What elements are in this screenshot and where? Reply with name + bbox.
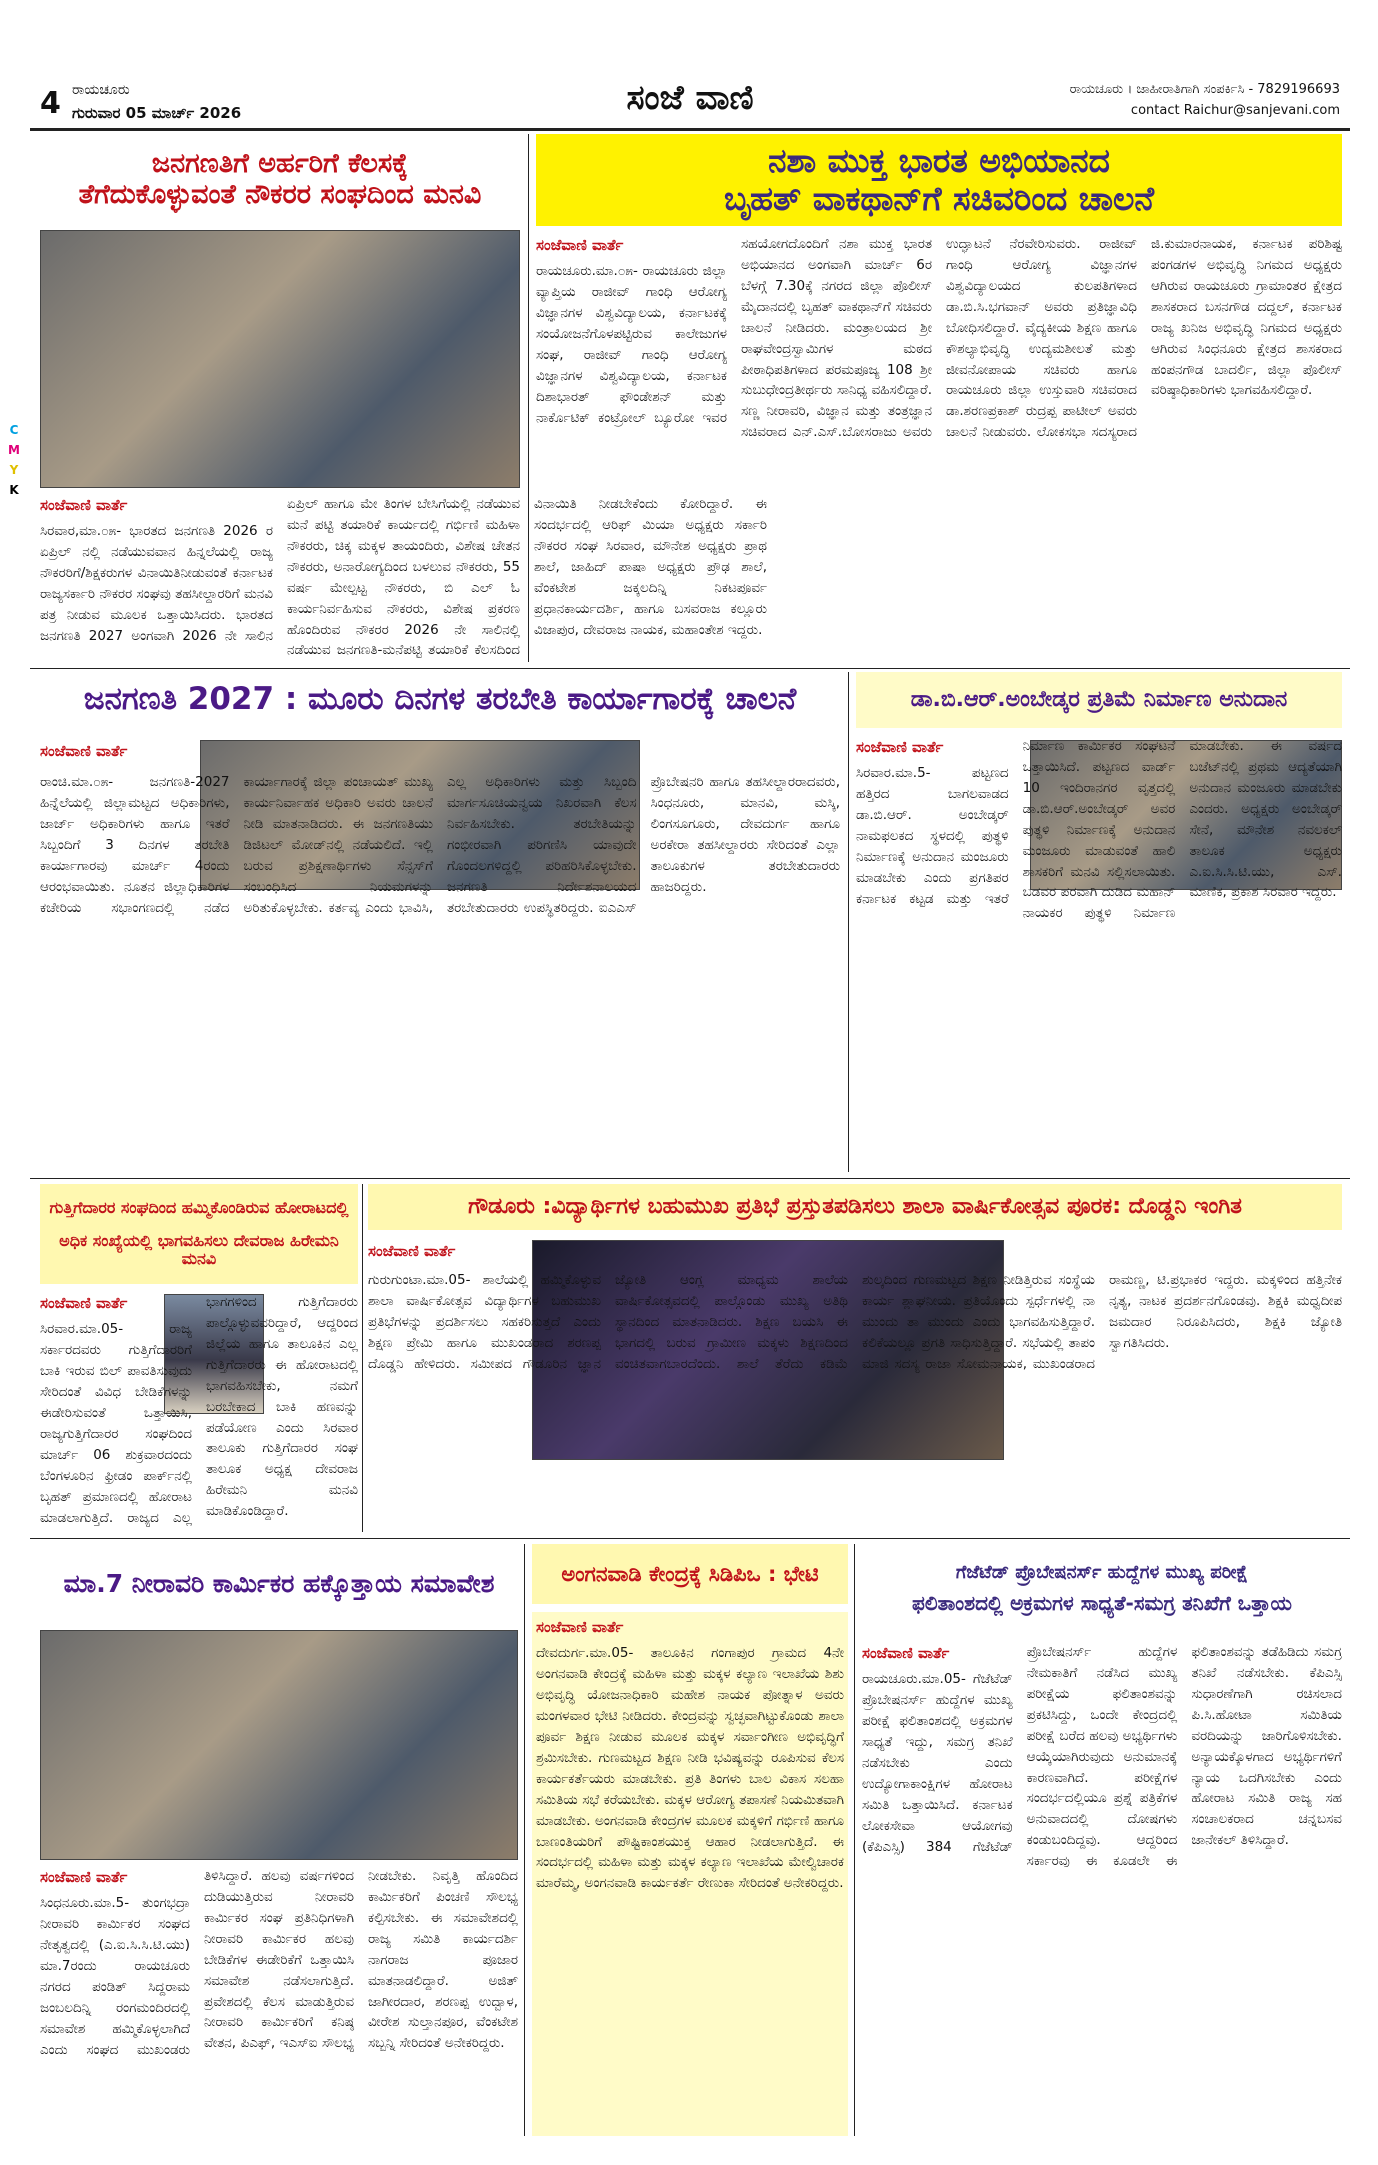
- divider: [524, 1544, 525, 2136]
- census-training-tag: ಸಂಜೆವಾಣಿ ವಾರ್ತೆ: [40, 742, 128, 760]
- census-employees-tag: ಸಂಜೆವಾಣಿ ವಾರ್ತೆ: [40, 496, 128, 514]
- ambedkar-body: ಸಿರವಾರ.ಮಾ.5- ಪಟ್ಟಣದ ಹತ್ತಿರದ ಬಾಗಲವಾಡದ ಡಾ.ಬಿ.ಆರ್. ಅಂಬೇಡ್ಕರ್ ನಾಮಫಲಕದ ಸ್ಥಳದಲ್ಲಿ ಪುತ್ಥಳಿ ನಿರ್ಮಾಣಕ್ಕೆ ಅನುದಾನ ಮಂಜೂರು ಮಾಡಬೇಕು ಎಂದು ಪ್ರಗತಿಪರ ಕರ್ನಾಟಕ ಕಟ್ಟಡ ಮತ್ತು ಇತರೆ ನಿರ್ಮಾಣ ಕಾರ್ಮಿಕರ ಸಂಘಟನೆ ಒತ್ತಾಯಿಸಿದೆ. ಪಟ್ಟಣದ ವಾರ್ಡ್ 10 ಇಂದಿರಾನಗರ ವೃತ್ತದಲ್ಲಿ ಡಾ.ಬಿ.ಆರ್.ಅಂಬೇಡ್ಕರ್ ಅವರ ಪುತ್ಥಳಿ ನಿರ್ಮಾಣಕ್ಕೆ ಅನುದಾನ ಮಂಜೂರು ಮಾಡುವಂತೆ ಹಾಲಿ ಶಾಸಕರಿಗೆ ಮನವಿ ಸಲ್ಲಿಸಲಾಯಿತು. ಬಡವರ ಪರವಾಗಿ ದುಡಿದ ಮಹಾನ್ ನಾಯಕರ ಪುತ್ಥಳಿ ನಿರ್ಮಾಣ ಮಾಡಬೇಕು. ಈ ವರ್ಷದ ಬಜೆಟ್‌ನಲ್ಲಿ ಪ್ರಥಮ ಆದ್ಯತೆಯಾಗಿ ಅನುದಾನ ಮಂಜೂರು ಮಾಡಬೇಕು ಎಂದರು. ಅಧ್ಯಕ್ಷರು ಅಂಬೇಡ್ಕರ್ ಸೇನೆ, ಮೌನೇಶ ನವಲಕಲ್ ತಾಲೂಕ ಅಧ್ಯಕ್ಷರು ಎ.ಐ.ಸಿ.ಸಿ.ಟಿ.ಯು, ಎಸ್. ಮಾಣಿಕ, ಪ್ರಕಾಶ ಸಿರವಾರ ಇದ್ದರು.: [856, 738, 1342, 922]
- ambedkar-tag: ಸಂಜೆವಾಣಿ ವಾರ್ತೆ: [856, 738, 944, 756]
- school-day-tag: ಸಂಜೆವಾಣಿ ವಾರ್ತೆ: [368, 1242, 456, 1260]
- census-employees-photo: [40, 230, 520, 488]
- probationers-article: [862, 1642, 1342, 2136]
- irrigation-article: [40, 1866, 518, 2136]
- divider: [848, 672, 849, 1172]
- drug-free-article: [536, 234, 1342, 662]
- divider: [528, 134, 529, 662]
- ambedkar-article: [856, 736, 1342, 1172]
- probationers-headline-line2: ಫಲಿತಾಂಶದಲ್ಲಿ ಅಕ್ರಮಗಳ ಸಾಧ್ಯತೆ-ಸಮಗ್ರ ತನಿಖೆಗೆ ಒತ್ತಾಯ: [912, 1590, 1292, 1615]
- census-employees-headline-line1: ಜನಗಣತಿಗೆ ಅರ್ಹರಿಗೆ ಕೆಲಸಕ್ಕೆ: [151, 147, 409, 179]
- page-number: 4: [40, 86, 61, 121]
- census-employees-body: ಸಿರವಾರ,ಮಾ.೦೫- ಭಾರತದ ಜನಗಣತಿ 2026 ರ ಏಪ್ರಿಲ್ ನಲ್ಲಿ ನಡೆಯುವವಾನ ಹಿನ್ನಲೆಯಲ್ಲಿ ರಾಜ್ಯ ನೌಕರರಿಗೆ/ಶಿಕ್ಷಕರುಗಳ ವಿನಾಯಿತಿನೀಡುವಂತೆ ಕರ್ನಾಟಕ ರಾಜ್ಯಸರ್ಕಾರಿ ನೌಕರರ ಸಂಘವು ತಹಸೀಲ್ದಾರರಿಗೆ ಮನವಿ ಪತ್ರ ನೀಡುವ ಮೂಲಕ ಒತ್ತಾಯಿಸಿದರು. ಭಾರತದ ಜನಗಣತಿ 2027 ಅಂಗವಾಗಿ 2026 ನೇ ಸಾಲಿನ ಏಪ್ರಿಲ್ ಹಾಗೂ ಮೇ ತಿಂಗಳ ಬೇಸಿಗೆಯಲ್ಲಿ ನಡೆಯುವ ಮನೆ ಪಟ್ಟಿ ತಯಾರಿಕೆ ಕಾರ್ಯದಲ್ಲಿ ಗರ್ಭಿಣಿ ಮಹಿಳಾ ನೌಕರರು, ಚಿಕ್ಕ ಮಕ್ಕಳ ತಾಯಂದಿರು, ವಿಶೇಷ ಚೇತನ ನೌಕರರು, ಅನಾರೋಗ್ಯದಿಂದ ಬಳಲುವ ನೌಕರರು, 55 ವರ್ಷ ಮೇಲ್ಪಟ್ಟ ನೌಕರರು, ಬಿ ಎಲ್ ಓ ಕಾರ್ಯನಿರ್ವಹಿಸುವ ನೌಕರರು, ವಿಶೇಷ ಪ್ರಕರಣ ಹೊಂದಿರುವ ನೌಕರರ 2026 ನೇ ಸಾಲಿನಲ್ಲಿ ನಡೆಯುವ ಜನಗಣತಿ-ಮನೆಪಟ್ಟಿ ತಯಾರಿಕೆ ಕೆಲಸದಿಂದ ವಿನಾಯಿತಿ ನೀಡಬೇಕೆಂದು ಕೋರಿದ್ದಾರೆ. ಈ ಸಂದರ್ಭದಲ್ಲಿ ಆರಿಫ್ ಮಿಯಾ ಅಧ್ಯಕ್ಷರು ಸರ್ಕಾರಿ ನೌಕರರ ಸಂಘ ಸಿರವಾರ, ಮೌನೇಶ ಅಧ್ಯಕ್ಷರು ಪ್ರಾಥ ಶಾಲೆ, ಜಾಹಿದ್ ಪಾಷಾ ಅಧ್ಯಕ್ಷರು ಪ್ರೌಢ ಶಾಲೆ, ವೆಂಕಟೇಶ ಜಕ್ಕಲದಿನ್ನಿ ನಿಕಟಪೂರ್ವ ಪ್ರಧಾನಕಾರ್ಯದರ್ಶಿ, ಹಾಗೂ ಬಸವರಾಜ ಕಲ್ಲೂರು ವಿಜಾಪುರ, ದೇವರಾಜ ನಾಯಕ, ಮಹಾಂತೇಶ ಇದ್ದರು.: [40, 496, 767, 659]
- contractors-headline: [40, 1184, 358, 1284]
- school-day-article: [368, 1270, 1342, 1532]
- school-day-body: ಗುರುಗುಂಟಾ.ಮಾ.05- ಶಾಲೆಯಲ್ಲಿ ಹಮ್ಮಿಕೊಳ್ಳುವ ಶಾಲಾ ವಾರ್ಷಿಕೋತ್ಸವ ವಿದ್ಯಾರ್ಥಿಗಳ ಬಹುಮುಖ ಪ್ರತಿಭೆಗಳನ್ನು ಪ್ರದರ್ಶಿಸಲು ಸಹಕರಿಸುತ್ತದೆ ಎಂದು ಶಿಕ್ಷಣ ಪ್ರೇಮಿ ಹಾಗೂ ಮುಖಂಡರಾದ ಶರಣಪ್ಪ ದೊಡ್ಡನಿ ಹೇಳಿದರು. ಸಮೀಪದ ಗೌಡೂರಿನ ಜ್ಞಾನ ಜ್ಯೋತಿ ಆಂಗ್ಲ ಮಾಧ್ಯಮ ಶಾಲೆಯ ವಾರ್ಷಿಕೋತ್ಸವದಲ್ಲಿ ಪಾಲ್ಗೊಂಡು ಮುಖ್ಯ ಅತಿಥಿ ಸ್ಥಾನದಿಂದ ಮಾತನಾಡಿದರು. ಶಿಕ್ಷಣ ಬಯಸಿ ಈ ಭಾಗದಲ್ಲಿ ಬರುವ ಗ್ರಾಮೀಣ ಮಕ್ಕಳು ಶಿಕ್ಷಣದಿಂದ ವಂಚಿತವಾಗಬಾರದೆಂದು. ಶಾಲೆ ತೆರೆದು ಕಡಿಮೆ ಶುಲ್ಕದಿಂದ ಗುಣಮಟ್ಟದ ಶಿಕ್ಷಣ ನೀಡಿತ್ತಿರುವ ಸಂಸ್ಥೆಯ ಕಾರ್ಯ ಶ್ಲಾಘನೀಯ. ಪ್ರತಿಯೊಂದು ಸ್ಪರ್ಧೆಗಳಲ್ಲಿ ನಾ ಮುಂದು ತಾ ಮುಂದು ಎಂದು ಭಾಗವಹಿಸುತ್ತಿದ್ದಾರೆ. ಕಲಿಕೆಯಲ್ಲೂ ಪ್ರಗತಿ ಸಾಧಿಸುತ್ತಿದ್ದಾರೆ. ಸಭೆಯಲ್ಲಿ ತಾಪಂ ಮಾಜಿ ಸದಸ್ಯ ರಾಜಾ ಸೋಮನಾಯಕ, ಮುಖಂಡರಾದ ರಾಮಣ್ಣ, ಟಿ.ಪ್ರಭಾಕರ ಇದ್ದರು. ಮಕ್ಕಳಿಂದ ಹತ್ತಿನೇಕ ನೃತ್ಯ, ನಾಟಕ ಪ್ರದರ್ಶನಗೊಂಡವು. ಶಿಕ್ಷಕಿ ಮಧ್ವದೀಪ ಜಮದಾರ ನಿರೂಪಿಸಿದರು, ಶಿಕ್ಷಕಿ ಜ್ಯೋತಿ ಸ್ವಾಗತಿಸಿದರು.: [368, 1272, 1342, 1372]
- email-contact: contact Raichur@sanjevani.com: [1130, 103, 1340, 118]
- divider: [30, 668, 1350, 669]
- cmyk-marks: [6, 420, 22, 500]
- drug-free-headline-line2: ಬೃಹತ್ ವಾಕಥಾನ್‌ಗೆ ಸಚಿವರಿಂದ ಚಾಲನೆ: [723, 179, 1155, 218]
- census-training-article: [40, 772, 840, 1172]
- contractors-headline-line1: ಗುತ್ತಿಗೆದಾರರ ಸಂಘದಿಂದ ಹಮ್ಮಿಕೊಂಡಿರುವ ಹೋರಾಟದಲ್ಲಿ: [49, 1198, 349, 1218]
- probationers-headline: [862, 1544, 1342, 1634]
- drug-free-headline-line1: ನಶಾ ಮುಕ್ತ ಭಾರತ ಅಭಿಯಾನದ: [768, 141, 1110, 181]
- irrigation-tag: ಸಂಜೆವಾಣಿ ವಾರ್ತೆ: [40, 1868, 128, 1886]
- contractors-article: [40, 1292, 358, 1532]
- page-header-left: [40, 80, 340, 130]
- irrigation-headline: ಮಾ.7 ನೀರಾವರಿ ಕಾರ್ಮಿಕರ ಹಕ್ಕೊತ್ತಾಯ ಸಮಾವೇಶ: [63, 1568, 495, 1598]
- irrigation-photo: [40, 1630, 518, 1860]
- drug-free-headline: [536, 134, 1342, 226]
- school-day-headline: ಗೌಡೂರು :ವಿದ್ಯಾರ್ಥಿಗಳ ಬಹುಮುಖ ಪ್ರತಿಭೆ ಪ್ರಸ್ತುತಪಡಿಸಲು ಶಾಲಾ ವಾರ್ಷಿಕೋತ್ಸವ ಪೂರಕ: ದೊಡ್ಡನಿ ಇಂಗಿತ: [368, 1184, 1342, 1230]
- anganwadi-body: ದೇವದುರ್ಗ.ಮಾ.05- ತಾಲೂಕಿನ ಗಂಗಾಪುರ ಗ್ರಾಮದ 4ನೇ ಅಂಗನವಾಡಿ ಕೇಂದ್ರಕ್ಕೆ ಮಹಿಳಾ ಮತ್ತು ಮಕ್ಕಳ ಕಲ್ಯಾಣ ಇಲಾಖೆಯ ಶಿಶು ಅಭಿವೃದ್ಧಿ ಯೋಜನಾಧಿಕಾರಿ ಮಹೇಶ ನಾಯಕ ಪೋತ್ನಾಳ ಅವರು ಮಂಗಳವಾರ ಭೇಟಿ ನೀಡಿದರು. ಕೇಂದ್ರವನ್ನು ಸ್ವಚ್ಛವಾಗಿಟ್ಟುಕೊಂಡು ಶಾಲಾ ಪೂರ್ವ ಶಿಕ್ಷಣ ನೀಡುವ ಮೂಲಕ ಮಕ್ಕಳ ಸರ್ವಾಂಗೀಣ ಅಭಿವೃದ್ಧಿಗೆ ಶ್ರಮಿಸಬೇಕು. ಗುಣಮಟ್ಟದ ಶಿಕ್ಷಣ ನೀಡಿ ಭವಿಷ್ಯವನ್ನು ರೂಪಿಸುವ ಕೆಲಸ ಕಾರ್ಯಕರ್ತೆಯರು ಮಾಡಬೇಕು. ಪ್ರತಿ ತಿಂಗಳು ಬಾಲ ವಿಕಾಸ ಸಲಹಾ ಸಮಿತಿಯ ಸಭೆ ಕರೆಯಬೇಕು. ಮಕ್ಕಳ ಆರೋಗ್ಯ ತಪಾಸಣೆ ನಿಯಮಿತವಾಗಿ ಮಾಡಬೇಕು. ಅಂಗನವಾಡಿ ಕೇಂದ್ರಗಳ ಮೂಲಕ ಮಕ್ಕಳಿಗೆ ಗರ್ಭಿಣಿ ಹಾಗೂ ಬಾಣಂತಿಯರಿಗೆ ಪೌಷ್ಟಿಕಾಂಶಯುಕ್ತ ಆಹಾರ ನೀಡಲಾಗುತ್ತಿದೆ. ಈ ಸಂದರ್ಭದಲ್ಲಿ ಮಹಿಳಾ ಮತ್ತು ಮಕ್ಕಳ ಕಲ್ಯಾಣ ಇಲಾಖೆಯ ಮೇಲ್ವಿಚಾರಕ ಮಾರೆಮ್ಮ, ಅಂಗನವಾಡಿ ಕಾರ್ಯಕರ್ತೆ ರೇಣುಕಾ ಸೇರಿದಂತೆ ಅನೇಕರಿದ್ದರು.: [536, 1645, 844, 1892]
- drug-free-tag: ಸಂಜೆವಾಣಿ ವಾರ್ತೆ: [536, 236, 624, 254]
- cmyk-c: C: [9, 423, 19, 437]
- contractors-headline-line2: ಅಧಿಕ ಸಂಖ್ಯೆಯಲ್ಲಿ ಭಾಗವಹಿಸಲು ದೇವರಾಜ ಹಿರೇಮನಿ ಮನವಿ: [59, 1230, 339, 1269]
- cmyk-y: Y: [9, 463, 19, 477]
- contractors-body: ಸಿರವಾರ.ಮಾ.05- ರಾಜ್ಯ ಸರ್ಕಾರದವರು ಗುತ್ತಿಗೆದಾರರಿಗೆ ಬಾಕಿ ಇರುವ ಬಿಲ್ ಪಾವತಿಸುವುದು ಸೇರಿದಂತೆ ವಿವಿಧ ಬೇಡಿಕೆಗಳನ್ನು ಈಡೇರಿಸುವಂತೆ ಒತ್ತಾಯಿಸಿ, ರಾಜ್ಯಗುತ್ತಿಗೆದಾರರ ಸಂಘದಿಂದ ಮಾರ್ಚ್ 06 ಶುಕ್ರವಾರದಂದು ಬೆಂಗಳೂರಿನ ಫ್ರೀಡಂ ಪಾರ್ಕ್‌ನಲ್ಲಿ ಬೃಹತ್ ಪ್ರಮಾಣದಲ್ಲಿ ಹೋರಾಟ ಮಾಡಲಾಗುತ್ತಿದೆ. ರಾಜ್ಯದ ಎಲ್ಲ ಭಾಗಗಳಿಂದ ಗುತ್ತಿಗೆದಾರರು ಪಾಲ್ಗೊಳ್ಳುವವರಿದ್ದಾರೆ, ಆದ್ದರಿಂದ ಜಿಲ್ಲೆಯ ಹಾಗೂ ತಾಲೂಕಿನ ಎಲ್ಲ ಗುತ್ತಿಗೆದಾರರು ಈ ಹೋರಾಟದಲ್ಲಿ ಭಾಗವಹಿಸಬೇಕು, ನಮಗೆ ಬರಬೇಕಾದ ಬಾಕಿ ಹಣವನ್ನು ಪಡೆಯೋಣ ಎಂದು ಸಿರವಾರ ತಾಲೂಕು ಗುತ್ತಿಗೆದಾರರ ಸಂಘ ತಾಲೂಕ ಅಧ್ಯಕ್ಷ ದೇವರಾಜ ಹಿರೇಮನಿ ಮನವಿ ಮಾಡಿಕೊಂಡಿದ್ದಾರೆ.: [40, 1294, 358, 1526]
- cmyk-k: K: [9, 483, 19, 497]
- irrigation-body: ಸಿಂಧನೂರು.ಮಾ.5- ತುಂಗಭದ್ರಾ ನೀರಾವರಿ ಕಾರ್ಮಿಕರ ಸಂಘದ ನೇತೃತ್ವದಲ್ಲಿ (ಎ.ಐ.ಸಿ.ಸಿ.ಟಿ.ಯು) ಮಾ.7ರಂದು ರಾಯಚೂರು ನಗರದ ಪಂಡಿತ್ ಸಿದ್ದರಾಮ ಜಂಬಲದಿನ್ನಿ ರಂಗಮಂದಿರದಲ್ಲಿ ಸಮಾವೇಶ ಹಮ್ಮಿಕೊಳ್ಳಲಾಗಿದೆ ಎಂದು ಸಂಘದ ಮುಖಂಡರು ತಿಳಿಸಿದ್ದಾರೆ. ಹಲವು ವರ್ಷಗಳಿಂದ ದುಡಿಯುತ್ತಿರುವ ನೀರಾವರಿ ಕಾರ್ಮಿಕರ ಸಂಘ ಪ್ರತಿನಿಧಿಗಳಾಗಿ ನೀರಾವರಿ ಕಾರ್ಮಿಕರ ಹಲವು ಬೇಡಿಕೆಗಳ ಈಡೇರಿಕೆಗೆ ಒತ್ತಾಯಿಸಿ ಸಮಾವೇಶ ನಡೆಸಲಾಗುತ್ತಿದೆ. ಪ್ರವೇಶದಲ್ಲಿ ಕೆಲಸ ಮಾಡುತ್ತಿರುವ ನೀರಾವರಿ ಕಾರ್ಮಿಕರಿಗೆ ಕನಿಷ್ಠ ವೇತನ, ಪಿಎಫ್, ಇಎಸ್ಐ ಸೌಲಭ್ಯ ನೀಡಬೇಕು. ನಿವೃತ್ತಿ ಹೊಂದಿದ ಕಾರ್ಮಿಕರಿಗೆ ಪಿಂಚಣಿ ಸೌಲಭ್ಯ ಕಲ್ಪಿಸಬೇಕು. ಈ ಸಮಾವೇಶದಲ್ಲಿ ರಾಜ್ಯ ಸಮಿತಿ ಕಾರ್ಯದರ್ಶಿ ನಾಗರಾಜ ಪೂಜಾರ ಮಾತನಾಡಲಿದ್ದಾರೆ. ಅಜಿತ್ ಜಾಗೀರದಾರ, ಶರಣಪ್ಪ ಉದ್ಬಾಳ, ವೀರೇಶ ಸುಲ್ತಾನಪೂರ, ವೆಂಕಟೇಶ ಸಬ್ಬನ್ನಿ ಸೇರಿದಂತೆ ಅನೇಕರಿದ್ದರು.: [40, 1868, 518, 2058]
- ambedkar-headline: ಡಾ.ಬಿ.ಆರ್.ಅಂಬೇಡ್ಕರ ಪ್ರತಿಮೆ ನಿರ್ಮಾಣ ಅನುದಾನ: [856, 672, 1342, 728]
- anganwadi-tag: ಸಂಜೆವಾಣಿ ವಾರ್ತೆ: [536, 1618, 624, 1636]
- census-training-body: ರಾಂಚಿ.ಮಾ.೦೫- ಜನಗಣತಿ-2027 ಹಿನ್ನೆಲೆಯಲ್ಲಿ ಜಿಲ್ಲಾಮಟ್ಟದ ಅಧಿಕಾರಿಗಳು, ಜಾರ್ಜ್ ಅಧಿಕಾರಿಗಳು ಹಾಗೂ ಇತರೆ ಸಿಬ್ಬಂದಿಗೆ 3 ದಿನಗಳ ತರಬೇತಿ ಕಾರ್ಯಾಗಾರವು ಮಾರ್ಚ್ 4ರಂದು ಆರಂಭವಾಯಿತು. ನೂತನ ಜಿಲ್ಲಾಧಿಕಾರಿಗಳ ಕಚೇರಿಯ ಸಭಾಂಗಣದಲ್ಲಿ ನಡೆದ ಕಾರ್ಯಾಗಾರಕ್ಕೆ ಜಿಲ್ಲಾ ಪಂಚಾಯತ್ ಮುಖ್ಯ ಕಾರ್ಯನಿರ್ವಾಹಕ ಅಧಿಕಾರಿ ಅವರು ಚಾಲನೆ ನೀಡಿ ಮಾತನಾಡಿದರು. ಈ ಜನಗಣತಿಯು ಡಿಜಿಟಲ್ ಮೋಡ್‌ನಲ್ಲಿ ನಡೆಯಲಿದೆ. ಇಲ್ಲಿ ಬರುವ ಪ್ರಶಿಕ್ಷಣಾರ್ಥಿಗಳು ಸೆನ್ಸಸ್‌ಗೆ ಸಂಬಂಧಿಸಿದ ನಿಯಮಗಳನ್ನು ಅರಿತುಕೊಳ್ಳಬೇಕು. ಕರ್ತವ್ಯ ಎಂದು ಭಾವಿಸಿ, ಎಲ್ಲ ಅಧಿಕಾರಿಗಳು ಮತ್ತು ಸಿಬ್ಬಂದಿ ಮಾರ್ಗಸೂಚಿಯನ್ವಯ ನಿಖರವಾಗಿ ಕೆಲಸ ನಿರ್ವಹಿಸಬೇಕು. ತರಬೇತಿಯನ್ನು ಗಂಭೀರವಾಗಿ ಪರಿಗಣಿಸಿ ಯಾವುದೇ ಗೊಂದಲಗಳಿದ್ದಲ್ಲಿ ಪರಿಹರಿಸಿಕೊಳ್ಳಬೇಕು. ಜನಗಣತಿ ನಿರ್ದೇಶನಾಲಯದ ತರಬೇತುದಾರರು ಉಪಸ್ಥಿತರಿದ್ದರು. ಐಎಎಸ್ ಪ್ರೊಬೇಷನರಿ ಹಾಗೂ ತಹಸೀಲ್ದಾರರಾದವರು, ಸಿಂಧನೂರು, ಮಾನವಿ, ಮಸ್ಕಿ, ಲಿಂಗಸೂಗೂರು, ದೇವದುರ್ಗ ಹಾಗೂ ಅರಕೇರಾ ತಹಸೀಲ್ದಾರರು ಸೇರಿದಂತೆ ಎಲ್ಲಾ ತಾಲೂಕುಗಳ ತರಬೇತುದಾರರು ಹಾಜರಿದ್ದರು.: [40, 774, 840, 916]
- header-city: ರಾಯಚೂರು: [72, 82, 130, 98]
- census-employees-article: [40, 494, 767, 662]
- divider: [30, 1178, 1350, 1179]
- anganwadi-headline: ಅಂಗನವಾಡಿ ಕೇಂದ್ರಕ್ಕೆ ಸಿಡಿಪಿಒ : ಭೇಟಿ: [532, 1544, 848, 1604]
- masthead: ಸಂಜೆ ವಾಣಿ: [626, 78, 754, 118]
- advert-contact: ರಾಯಚೂರು । ಜಾಹೀರಾತಿಗಾಗಿ ಸಂಪರ್ಕಿಸಿ - 7829196693: [1069, 82, 1340, 97]
- census-training-headline: ಜನಗಣತಿ 2027 : ಮೂರು ದಿನಗಳ ತರಬೇತಿ ಕಾರ್ಯಾಗಾರಕ್ಕೆ ಚಾಲನೆ: [83, 681, 797, 718]
- census-employees-headline: [40, 134, 520, 224]
- probationers-tag: ಸಂಜೆವಾಣಿ ವಾರ್ತೆ: [862, 1644, 950, 1662]
- probationers-body: ರಾಯಚೂರು.ಮಾ.05- ಗೆಜೆಟೆಡ್ ಪ್ರೊಬೇಷನರ್ಸ್ ಹುದ್ದೆಗಳ ಮುಖ್ಯ ಪರೀಕ್ಷೆ ಫಲಿತಾಂಶದಲ್ಲಿ ಅಕ್ರಮಗಳ ಸಾಧ್ಯತೆ ಇದ್ದು, ಸಮಗ್ರ ತನಿಖೆ ನಡೆಸಬೇಕು ಎಂದು ಉದ್ಯೋಗಾಕಾಂಕ್ಷಿಗಳ ಹೋರಾಟ ಸಮಿತಿ ಒತ್ತಾಯಿಸಿದೆ. ಕರ್ನಾಟಕ ಲೋಕಸೇವಾ ಆಯೋಗವು (ಕೆಪಿಎಸ್ಸಿ) 384 ಗೆಜೆಟೆಡ್ ಪ್ರೊಬೇಷನರ್ಸ್ ಹುದ್ದೆಗಳ ನೇಮಕಾತಿಗೆ ನಡೆಸಿದ ಮುಖ್ಯ ಪರೀಕ್ಷೆಯ ಫಲಿತಾಂಶವನ್ನು ಪ್ರಕಟಿಸಿದ್ದು, ಒಂದೇ ಕೇಂದ್ರದಲ್ಲಿ ಪರೀಕ್ಷೆ ಬರೆದ ಹಲವು ಅಭ್ಯರ್ಥಿಗಳು ಆಯ್ಕೆಯಾಗಿರುವುದು ಅನುಮಾನಕ್ಕೆ ಕಾರಣವಾಗಿದೆ. ಪರೀಕ್ಷೆಗಳ ಸಂದರ್ಭದಲ್ಲಿಯೂ ಪ್ರಶ್ನೆ ಪತ್ರಿಕೆಗಳ ಅನುವಾದದಲ್ಲಿ ದೋಷಗಳು ಕಂಡುಬಂದಿದ್ದವು. ಆದ್ದರಿಂದ ಸರ್ಕಾರವು ಈ ಕೂಡಲೇ ಈ ಫಲಿತಾಂಶವನ್ನು ತಡೆಹಿಡಿದು ಸಮಗ್ರ ತನಿಖೆ ನಡೆಸಬೇಕು. ಕೆಪಿಎಸ್ಸಿ ಸುಧಾರಣೆಗಾಗಿ ರಚಿಸಲಾದ ಪಿ.ಸಿ.ಹೋಟಾ ಸಮಿತಿಯ ವರದಿಯನ್ನು ಜಾರಿಗೊಳಿಸಬೇಕು. ಅನ್ಯಾಯಕ್ಕೊಳಗಾದ ಅಭ್ಯರ್ಥಿಗಳಿಗೆ ನ್ಯಾಯ ಒದಗಿಸಬೇಕು ಎಂದು ಹೋರಾಟ ಸಮಿತಿ ರಾಜ್ಯ ಸಹ ಸಂಚಾಲಕರಾದ ಚನ್ನಬಸವ ಜಾನೇಕಲ್ ತಿಳಿಸಿದ್ದಾರೆ.: [862, 1644, 1342, 1870]
- cmyk-m: M: [8, 443, 20, 457]
- census-employees-headline-line2: ತೆಗೆದುಕೊಳ್ಳುವಂತೆ ನೌಕರರ ಸಂಘದಿಂದ ಮನವಿ: [78, 179, 482, 210]
- drug-free-body: ರಾಯಚೂರು.ಮಾ.೦೫- ರಾಯಚೂರು ಜಿಲ್ಲಾ ವ್ಯಾಪ್ತಿಯ ರಾಜೀವ್ ಗಾಂಧಿ ಆರೋಗ್ಯ ವಿಜ್ಞಾನಗಳ ವಿಶ್ವವಿದ್ಯಾಲಯ, ಕರ್ನಾಟಕಕ್ಕೆ ಸಂಯೋಜನೆಗೊಳಪಟ್ಟಿರುವ ಕಾಲೇಜುಗಳ ಸಂಘ, ರಾಜೀವ್ ಗಾಂಧಿ ಆರೋಗ್ಯ ವಿಜ್ಞಾನಗಳ ವಿಶ್ವವಿದ್ಯಾಲಯ, ಕರ್ನಾಟಕ ದಿಶಾಭಾರತ್ ಫೌಂಡೇಶನ್ ಮತ್ತು ನಾರ್ಕೊಟಿಕ್ ಕಂಟ್ರೋಲ್ ಬ್ಯೂರೋ ಇವರ ಸಹಯೋಗದೊಂದಿಗೆ ನಶಾ ಮುಕ್ತ ಭಾರತ ಅಭಿಯಾನದ ಅಂಗವಾಗಿ ಮಾರ್ಚ್ 6ರ ಬೆಳಗ್ಗೆ 7.30ಕ್ಕೆ ನಗರದ ಜಿಲ್ಲಾ ಪೊಲೀಸ್ ಮೈದಾನದಲ್ಲಿ ಬೃಹತ್ ವಾಕಥಾನ್‌ಗೆ ಸಚಿವರು ಚಾಲನೆ ನೀಡಿದರು. ಮಂತ್ರಾಲಯದ ಶ್ರೀ ರಾಘವೇಂದ್ರಸ್ವಾಮಿಗಳ ಮಠದ ಪೀಠಾಧಿಪತಿಗಳಾದ ಪರಮಪೂಜ್ಯ 108 ಶ್ರೀ ಸುಬುಧೇಂದ್ರತೀರ್ಥರು ಸಾನಿಧ್ಯ ವಹಿಸಲಿದ್ದಾರೆ. ಸಣ್ಣ ನೀರಾವರಿ, ವಿಜ್ಞಾನ ಮತ್ತು ತಂತ್ರಜ್ಞಾನ ಸಚಿವರಾದ ಎನ್.ಎಸ್.ಬೋಸರಾಜು ಅವರು ಉದ್ಘಾಟನೆ ನೆರವೇರಿಸುವರು. ರಾಜೀವ್ ಗಾಂಧಿ ಆರೋಗ್ಯ ವಿಜ್ಞಾನಗಳ ವಿಶ್ವವಿದ್ಯಾಲಯದ ಕುಲಪತಿಗಳಾದ ಡಾ.ಬಿ.ಸಿ.ಭಗವಾನ್ ಅವರು ಪ್ರತಿಜ್ಞಾವಿಧಿ ಬೋಧಿಸಲಿದ್ದಾರೆ. ವೈದ್ಯಕೀಯ ಶಿಕ್ಷಣ ಹಾಗೂ ಕೌಶಲ್ಯಾಭಿವೃದ್ಧಿ ಉದ್ಯಮಶೀಲತೆ ಮತ್ತು ಜೀವನೋಪಾಯ ಸಚಿವರು ಹಾಗೂ ರಾಯಚೂರು ಜಿಲ್ಲಾ ಉಸ್ತುವಾರಿ ಸಚಿವರಾದ ಡಾ.ಶರಣಪ್ರಕಾಶ್ ರುದ್ರಪ್ಪ ಪಾಟೀಲ್ ಅವರು ಚಾಲನೆ ನೀಡುವರು. ಲೋಕಸಭಾ ಸದಸ್ಯರಾದ ಜಿ.ಕುಮಾರನಾಯಕ, ಕರ್ನಾಟಕ ಪರಿಶಿಷ್ಟ ಪಂಗಡಗಳ ಅಭಿವೃದ್ಧಿ ನಿಗಮದ ಅಧ್ಯಕ್ಷರು ಆಗಿರುವ ರಾಯಚೂರು ಗ್ರಾಮಾಂತರ ಕ್ಷೇತ್ರದ ಶಾಸಕರಾದ ಬಸನಗೌಡ ದದ್ದಲ್, ಕರ್ನಾಟಕ ರಾಜ್ಯ ಖನಿಜ ಅಭಿವೃದ್ಧಿ ನಿಗಮದ ಅಧ್ಯಕ್ಷರು ಆಗಿರುವ ಸಿಂಧನೂರು ಕ್ಷೇತ್ರದ ಶಾಸಕರಾದ ಹಂಪನಗೌಡ ಬಾದರ್ಲಿ, ಜಿಲ್ಲಾ ಪೊಲೀಸ್ ವರಿಷ್ಠಾಧಿಕಾರಿಗಳು ಭಾಗವಹಿಸಲಿದ್ದಾರೆ.: [536, 236, 1342, 441]
- divider: [362, 1184, 363, 1532]
- header-rule: [30, 128, 1350, 131]
- divider: [30, 1538, 1350, 1539]
- anganwadi-article: [532, 1612, 848, 2136]
- contractors-tag: ಸಂಜೆವಾಣಿ ವಾರ್ತೆ: [40, 1294, 128, 1312]
- divider: [854, 1544, 855, 2136]
- header-date: ಗುರುವಾರ 05 ಮಾರ್ಚ್ 2026: [72, 104, 242, 122]
- page-header-right: [1040, 82, 1340, 126]
- probationers-headline-line1: ಗೆಜೆಟೆಡ್ ಪ್ರೊಬೇಷನರ್ಸ್ ಹುದ್ದೆಗಳ ಮುಖ್ಯ ಪರೀಕ್ಷೆ: [955, 1562, 1249, 1584]
